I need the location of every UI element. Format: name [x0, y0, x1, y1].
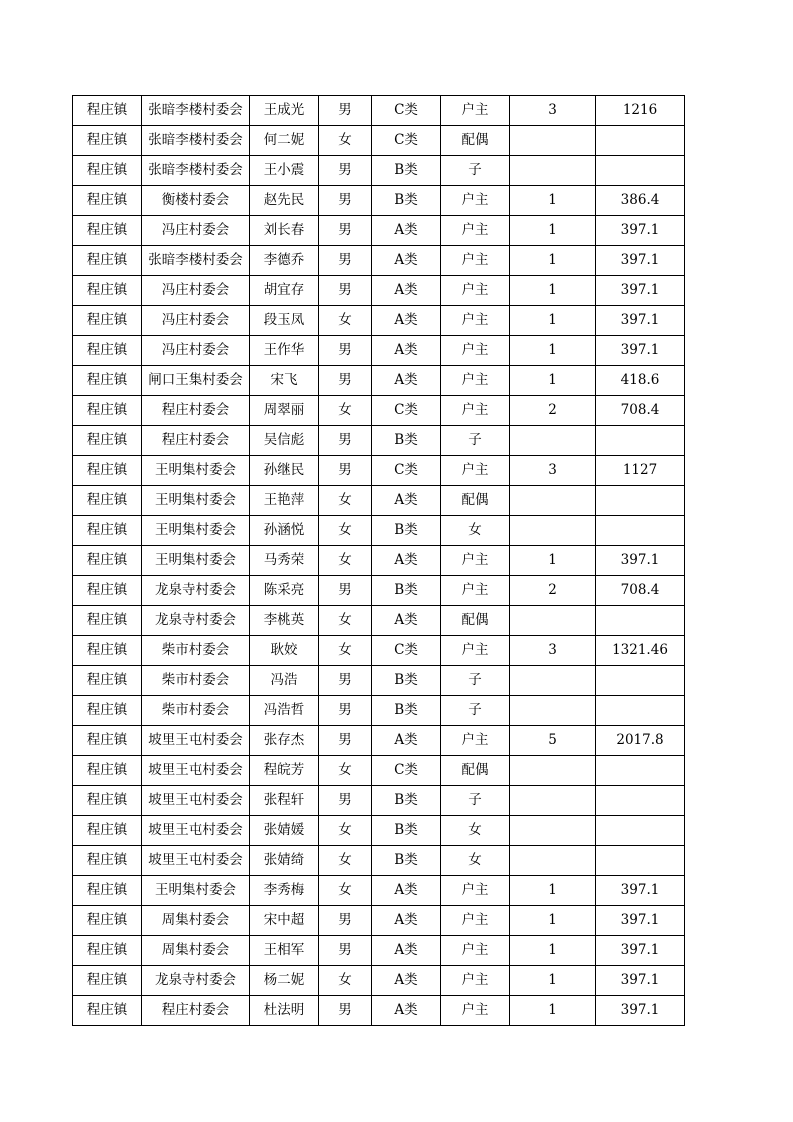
category-cell: B类 [372, 666, 441, 696]
name-cell: 张存杰 [250, 726, 319, 756]
town-cell: 程庄镇 [73, 486, 142, 516]
amount-cell: 418.6 [596, 366, 685, 396]
category-cell: A类 [372, 996, 441, 1026]
village-cell: 坡里王屯村委会 [142, 816, 250, 846]
gender-cell: 女 [319, 126, 372, 156]
amount-cell [596, 156, 685, 186]
town-cell: 程庄镇 [73, 366, 142, 396]
relation-cell: 女 [441, 516, 510, 546]
table-row [73, 426, 685, 456]
category-cell: C类 [372, 756, 441, 786]
town-cell: 程庄镇 [73, 906, 142, 936]
amount-cell: 397.1 [596, 246, 685, 276]
household-count-cell [510, 846, 596, 876]
household-count-cell: 3 [510, 96, 596, 126]
name-cell: 吴信彪 [250, 426, 319, 456]
town-cell: 程庄镇 [73, 96, 142, 126]
town-cell: 程庄镇 [73, 516, 142, 546]
table-row [73, 906, 685, 936]
gender-cell: 男 [319, 726, 372, 756]
relation-cell: 子 [441, 696, 510, 726]
village-cell: 张暗李楼村委会 [142, 246, 250, 276]
village-cell: 王明集村委会 [142, 456, 250, 486]
town-cell: 程庄镇 [73, 306, 142, 336]
town-cell: 程庄镇 [73, 576, 142, 606]
category-cell: C类 [372, 126, 441, 156]
amount-cell: 386.4 [596, 186, 685, 216]
table-row [73, 756, 685, 786]
relation-cell: 配偶 [441, 486, 510, 516]
village-cell: 柴市村委会 [142, 636, 250, 666]
gender-cell: 女 [319, 546, 372, 576]
relation-cell: 户主 [441, 216, 510, 246]
town-cell: 程庄镇 [73, 396, 142, 426]
gender-cell: 男 [319, 366, 372, 396]
household-count-cell [510, 516, 596, 546]
relation-cell: 配偶 [441, 606, 510, 636]
village-cell: 王明集村委会 [142, 486, 250, 516]
name-cell: 耿姣 [250, 636, 319, 666]
town-cell: 程庄镇 [73, 876, 142, 906]
relation-cell: 户主 [441, 936, 510, 966]
town-cell: 程庄镇 [73, 456, 142, 486]
town-cell: 程庄镇 [73, 216, 142, 246]
village-cell: 周集村委会 [142, 906, 250, 936]
relation-cell: 户主 [441, 336, 510, 366]
gender-cell: 男 [319, 666, 372, 696]
town-cell: 程庄镇 [73, 546, 142, 576]
category-cell: A类 [372, 276, 441, 306]
gender-cell: 男 [319, 786, 372, 816]
household-count-cell: 2 [510, 576, 596, 606]
village-cell: 柴市村委会 [142, 666, 250, 696]
gender-cell: 女 [319, 306, 372, 336]
gender-cell: 女 [319, 486, 372, 516]
village-cell: 坡里王屯村委会 [142, 726, 250, 756]
village-cell: 张暗李楼村委会 [142, 96, 250, 126]
name-cell: 张程轩 [250, 786, 319, 816]
gender-cell: 男 [319, 696, 372, 726]
household-count-cell: 5 [510, 726, 596, 756]
amount-cell: 1127 [596, 456, 685, 486]
gender-cell: 女 [319, 606, 372, 636]
village-cell: 周集村委会 [142, 936, 250, 966]
amount-cell [596, 516, 685, 546]
name-cell: 宋中超 [250, 906, 319, 936]
gender-cell: 男 [319, 276, 372, 306]
name-cell: 胡宜存 [250, 276, 319, 306]
name-cell: 王成光 [250, 96, 319, 126]
table-row [73, 396, 685, 426]
amount-cell: 397.1 [596, 936, 685, 966]
name-cell: 刘长春 [250, 216, 319, 246]
town-cell: 程庄镇 [73, 756, 142, 786]
amount-cell: 1216 [596, 96, 685, 126]
table-body [73, 96, 685, 1026]
name-cell: 张婧媛 [250, 816, 319, 846]
amount-cell: 2017.8 [596, 726, 685, 756]
table-row [73, 96, 685, 126]
household-count-cell: 1 [510, 366, 596, 396]
town-cell: 程庄镇 [73, 696, 142, 726]
table-row [73, 936, 685, 966]
amount-cell: 1321.46 [596, 636, 685, 666]
amount-cell [596, 486, 685, 516]
village-cell: 冯庄村委会 [142, 306, 250, 336]
name-cell: 孙涵悦 [250, 516, 319, 546]
household-count-cell: 3 [510, 636, 596, 666]
relation-cell: 户主 [441, 96, 510, 126]
name-cell: 王小震 [250, 156, 319, 186]
table-row [73, 696, 685, 726]
town-cell: 程庄镇 [73, 816, 142, 846]
table-row [73, 486, 685, 516]
category-cell: B类 [372, 846, 441, 876]
village-cell: 闸口王集村委会 [142, 366, 250, 396]
gender-cell: 女 [319, 516, 372, 546]
table-row [73, 546, 685, 576]
relation-cell: 子 [441, 156, 510, 186]
amount-cell: 397.1 [596, 906, 685, 936]
gender-cell: 女 [319, 396, 372, 426]
relation-cell: 户主 [441, 396, 510, 426]
household-count-cell: 2 [510, 396, 596, 426]
name-cell: 段玉凤 [250, 306, 319, 336]
table-row [73, 876, 685, 906]
amount-cell [596, 126, 685, 156]
relation-cell: 户主 [441, 186, 510, 216]
household-count-cell: 1 [510, 936, 596, 966]
table-row [73, 576, 685, 606]
category-cell: C类 [372, 456, 441, 486]
household-count-cell: 1 [510, 186, 596, 216]
category-cell: C类 [372, 636, 441, 666]
household-count-cell [510, 126, 596, 156]
village-cell: 冯庄村委会 [142, 276, 250, 306]
name-cell: 周翠丽 [250, 396, 319, 426]
village-cell: 龙泉寺村委会 [142, 606, 250, 636]
town-cell: 程庄镇 [73, 846, 142, 876]
name-cell: 张婧绮 [250, 846, 319, 876]
table-row [73, 156, 685, 186]
amount-cell: 397.1 [596, 216, 685, 246]
table-row [73, 366, 685, 396]
relation-cell: 户主 [441, 906, 510, 936]
household-count-cell [510, 606, 596, 636]
category-cell: A类 [372, 216, 441, 246]
amount-cell: 397.1 [596, 276, 685, 306]
table-row [73, 786, 685, 816]
town-cell: 程庄镇 [73, 636, 142, 666]
gender-cell: 男 [319, 186, 372, 216]
amount-cell: 397.1 [596, 306, 685, 336]
household-count-cell [510, 486, 596, 516]
relation-cell: 户主 [441, 966, 510, 996]
relation-cell: 女 [441, 816, 510, 846]
name-cell: 孙继民 [250, 456, 319, 486]
village-cell: 衡楼村委会 [142, 186, 250, 216]
amount-cell: 708.4 [596, 396, 685, 426]
gender-cell: 女 [319, 876, 372, 906]
amount-cell [596, 606, 685, 636]
relation-cell: 户主 [441, 576, 510, 606]
gender-cell: 女 [319, 846, 372, 876]
household-count-cell: 1 [510, 276, 596, 306]
category-cell: A类 [372, 336, 441, 366]
relation-cell: 户主 [441, 366, 510, 396]
table-row [73, 306, 685, 336]
relation-cell: 子 [441, 426, 510, 456]
amount-cell [596, 696, 685, 726]
table-row [73, 726, 685, 756]
relation-cell: 户主 [441, 546, 510, 576]
gender-cell: 男 [319, 996, 372, 1026]
gender-cell: 男 [319, 156, 372, 186]
category-cell: B类 [372, 576, 441, 606]
name-cell: 冯浩哲 [250, 696, 319, 726]
name-cell: 赵先民 [250, 186, 319, 216]
name-cell: 李秀梅 [250, 876, 319, 906]
table-row [73, 276, 685, 306]
relation-cell: 户主 [441, 726, 510, 756]
table-row [73, 996, 685, 1026]
category-cell: A类 [372, 366, 441, 396]
town-cell: 程庄镇 [73, 126, 142, 156]
village-cell: 王明集村委会 [142, 546, 250, 576]
relation-cell: 女 [441, 846, 510, 876]
category-cell: C类 [372, 396, 441, 426]
amount-cell [596, 426, 685, 456]
gender-cell: 男 [319, 456, 372, 486]
name-cell: 王艳萍 [250, 486, 319, 516]
relation-cell: 户主 [441, 276, 510, 306]
village-cell: 程庄村委会 [142, 396, 250, 426]
village-cell: 张暗李楼村委会 [142, 156, 250, 186]
category-cell: A类 [372, 606, 441, 636]
name-cell: 李德乔 [250, 246, 319, 276]
table-row [73, 606, 685, 636]
village-cell: 坡里王屯村委会 [142, 786, 250, 816]
town-cell: 程庄镇 [73, 336, 142, 366]
table-row [73, 216, 685, 246]
table-row [73, 456, 685, 486]
household-count-cell: 1 [510, 906, 596, 936]
category-cell: A类 [372, 486, 441, 516]
table-row [73, 246, 685, 276]
household-count-cell: 1 [510, 876, 596, 906]
gender-cell: 女 [319, 636, 372, 666]
town-cell: 程庄镇 [73, 966, 142, 996]
amount-cell: 708.4 [596, 576, 685, 606]
category-cell: B类 [372, 426, 441, 456]
amount-cell [596, 846, 685, 876]
village-cell: 柴市村委会 [142, 696, 250, 726]
village-cell: 程庄村委会 [142, 996, 250, 1026]
relation-cell: 子 [441, 666, 510, 696]
relation-cell: 户主 [441, 456, 510, 486]
town-cell: 程庄镇 [73, 936, 142, 966]
category-cell: A类 [372, 906, 441, 936]
name-cell: 李桃英 [250, 606, 319, 636]
household-count-cell [510, 156, 596, 186]
table-row [73, 846, 685, 876]
table-row [73, 126, 685, 156]
relation-cell: 户主 [441, 306, 510, 336]
amount-cell: 397.1 [596, 966, 685, 996]
relation-cell: 子 [441, 786, 510, 816]
table-row [73, 336, 685, 366]
village-cell: 王明集村委会 [142, 516, 250, 546]
village-cell: 龙泉寺村委会 [142, 966, 250, 996]
table-row [73, 636, 685, 666]
gender-cell: 男 [319, 906, 372, 936]
village-cell: 张暗李楼村委会 [142, 126, 250, 156]
category-cell: B类 [372, 786, 441, 816]
household-count-cell: 1 [510, 336, 596, 366]
relation-cell: 户主 [441, 996, 510, 1026]
table-row [73, 966, 685, 996]
amount-cell [596, 786, 685, 816]
village-cell: 龙泉寺村委会 [142, 576, 250, 606]
name-cell: 王相军 [250, 936, 319, 966]
amount-cell: 397.1 [596, 546, 685, 576]
town-cell: 程庄镇 [73, 996, 142, 1026]
category-cell: B类 [372, 816, 441, 846]
table-row [73, 516, 685, 546]
household-count-cell [510, 816, 596, 846]
relation-cell: 户主 [441, 876, 510, 906]
gender-cell: 男 [319, 96, 372, 126]
category-cell: A类 [372, 726, 441, 756]
town-cell: 程庄镇 [73, 276, 142, 306]
gender-cell: 男 [319, 216, 372, 246]
household-count-cell: 1 [510, 306, 596, 336]
relation-cell: 配偶 [441, 756, 510, 786]
name-cell: 杨二妮 [250, 966, 319, 996]
gender-cell: 男 [319, 426, 372, 456]
household-count-cell: 1 [510, 996, 596, 1026]
gender-cell: 男 [319, 246, 372, 276]
name-cell: 马秀荣 [250, 546, 319, 576]
gender-cell: 男 [319, 576, 372, 606]
category-cell: A类 [372, 546, 441, 576]
amount-cell: 397.1 [596, 336, 685, 366]
data-table [72, 95, 685, 1026]
household-count-cell [510, 666, 596, 696]
town-cell: 程庄镇 [73, 186, 142, 216]
gender-cell: 女 [319, 966, 372, 996]
table-row [73, 816, 685, 846]
town-cell: 程庄镇 [73, 156, 142, 186]
category-cell: A类 [372, 876, 441, 906]
village-cell: 程庄村委会 [142, 426, 250, 456]
town-cell: 程庄镇 [73, 426, 142, 456]
table-row [73, 186, 685, 216]
category-cell: B类 [372, 516, 441, 546]
village-cell: 冯庄村委会 [142, 336, 250, 366]
household-count-cell: 1 [510, 966, 596, 996]
amount-cell [596, 816, 685, 846]
village-cell: 坡里王屯村委会 [142, 756, 250, 786]
household-count-cell [510, 696, 596, 726]
category-cell: B类 [372, 156, 441, 186]
gender-cell: 女 [319, 756, 372, 786]
name-cell: 冯浩 [250, 666, 319, 696]
town-cell: 程庄镇 [73, 606, 142, 636]
amount-cell [596, 756, 685, 786]
amount-cell: 397.1 [596, 996, 685, 1026]
village-cell: 王明集村委会 [142, 876, 250, 906]
relation-cell: 户主 [441, 636, 510, 666]
amount-cell: 397.1 [596, 876, 685, 906]
category-cell: A类 [372, 936, 441, 966]
gender-cell: 男 [319, 336, 372, 366]
household-count-cell [510, 426, 596, 456]
category-cell: A类 [372, 246, 441, 276]
village-cell: 冯庄村委会 [142, 216, 250, 246]
household-count-cell: 1 [510, 246, 596, 276]
name-cell: 王作华 [250, 336, 319, 366]
town-cell: 程庄镇 [73, 666, 142, 696]
category-cell: B类 [372, 696, 441, 726]
table-row [73, 666, 685, 696]
household-count-cell: 3 [510, 456, 596, 486]
name-cell: 何二妮 [250, 126, 319, 156]
household-count-cell [510, 786, 596, 816]
name-cell: 程皖芳 [250, 756, 319, 786]
relation-cell: 户主 [441, 246, 510, 276]
gender-cell: 女 [319, 816, 372, 846]
category-cell: B类 [372, 186, 441, 216]
village-cell: 坡里王屯村委会 [142, 846, 250, 876]
category-cell: A类 [372, 306, 441, 336]
household-count-cell [510, 756, 596, 786]
household-count-cell: 1 [510, 546, 596, 576]
town-cell: 程庄镇 [73, 786, 142, 816]
gender-cell: 男 [319, 936, 372, 966]
relation-cell: 配偶 [441, 126, 510, 156]
household-count-cell: 1 [510, 216, 596, 246]
town-cell: 程庄镇 [73, 246, 142, 276]
town-cell: 程庄镇 [73, 726, 142, 756]
name-cell: 宋飞 [250, 366, 319, 396]
name-cell: 陈采亮 [250, 576, 319, 606]
name-cell: 杜法明 [250, 996, 319, 1026]
amount-cell [596, 666, 685, 696]
category-cell: A类 [372, 966, 441, 996]
category-cell: C类 [372, 96, 441, 126]
